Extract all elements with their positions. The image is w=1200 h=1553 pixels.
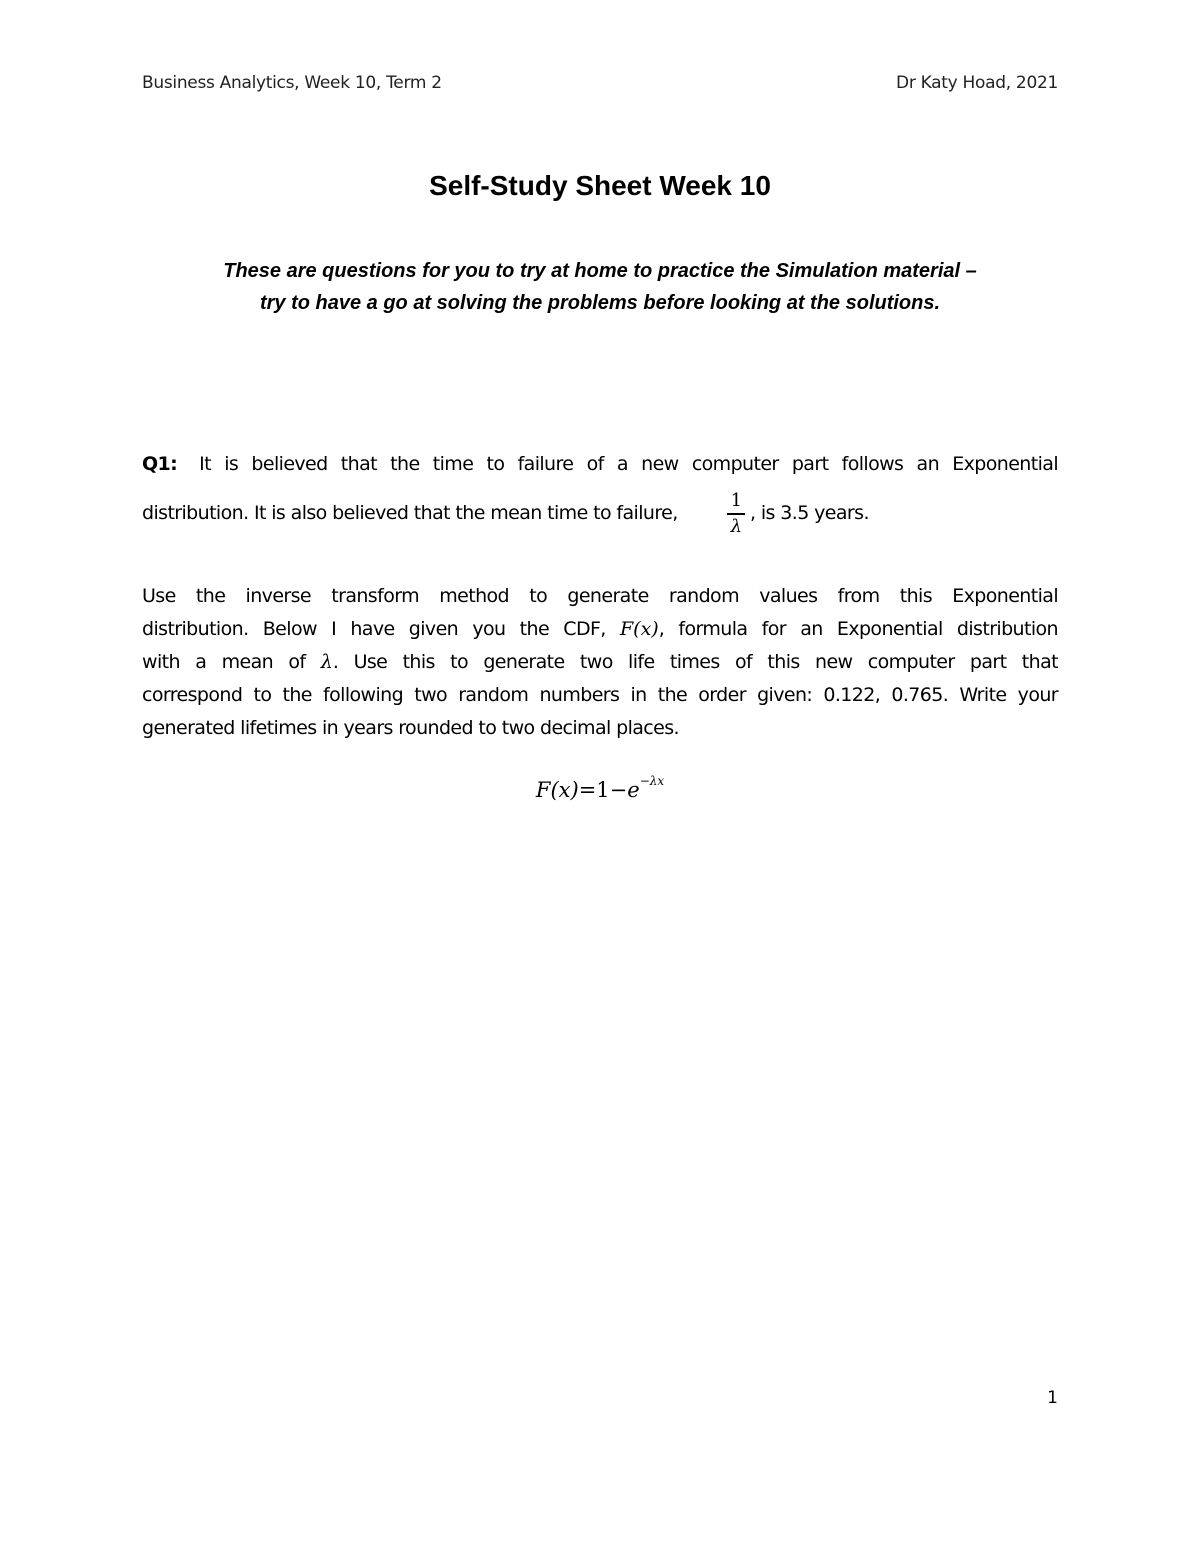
question-1-text-after-fraction: , is 3.5 years.: [750, 502, 869, 524]
instructions-line-2-end: , formula for an Exponential distribution: [658, 618, 1058, 640]
lambda-symbol: λ: [320, 651, 333, 673]
formula-base: e: [627, 778, 640, 802]
instructions-line-3: [142, 646, 1058, 679]
formula-equals: =1−: [578, 778, 628, 802]
instructions-line-2: [142, 613, 1058, 646]
fraction-one-over-lambda: [725, 490, 747, 538]
question-1-label: Q1:: [142, 453, 178, 475]
question-1-line-1: [142, 453, 1058, 475]
header-course-info: Business Analytics, Week 10, Term 2: [142, 73, 442, 93]
fraction-bar: [727, 513, 745, 515]
intro-line-1: These are questions for you to try at home to practice the Simulation material –: [223, 260, 977, 282]
instructions-line-4: correspond to the following two random numbers in the order given: 0.122, 0.765. Write your: [142, 684, 1058, 706]
question-1-text-line-1: It is believed that the time to failure of a new computer part follows an Exponential: [199, 453, 1058, 475]
question-1-instructions: [142, 580, 1058, 745]
instructions-line-2-start: distribution. Below I have given you the CDF,: [142, 618, 606, 640]
instructions-line-1: Use the inverse transform method to generate random values from this Exponential: [142, 585, 1058, 607]
instructions-line-3-start: with a mean of: [142, 651, 306, 673]
header-author-info: Dr Katy Hoad, 2021: [896, 73, 1058, 93]
instructions-line-3-end: . Use this to generate two life times of this new computer part that: [332, 651, 1058, 673]
question-1-line-2: [142, 490, 1058, 540]
intro-text: [142, 255, 1058, 319]
instructions-line-5: generated lifetimes in years rounded to two decimal places.: [142, 717, 679, 739]
cdf-formula: [0, 774, 1200, 802]
question-1-text-before-fraction: distribution. It is also believed that the mean time to failure,: [142, 502, 678, 524]
formula-exponent: −λx: [639, 774, 665, 788]
cdf-symbol: F(x): [619, 618, 659, 640]
formula-lhs: F(x): [535, 778, 579, 802]
page-title: Self-Study Sheet Week 10: [429, 170, 771, 201]
fraction-denominator: λ: [730, 515, 742, 537]
page-number: 1: [1047, 1388, 1058, 1408]
intro-line-2: try to have a go at solving the problems before looking at the solutions.: [259, 292, 941, 314]
fraction-numerator: 1: [730, 490, 742, 511]
